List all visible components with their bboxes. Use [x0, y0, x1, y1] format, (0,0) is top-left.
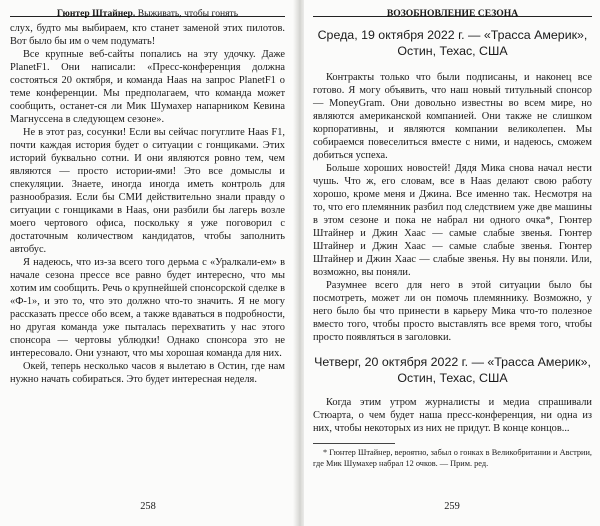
paragraph: Все крупные веб-сайты попались на эту удочку. Даже PlanetF1. Они написали: «Пресс-конференция должна состояться 20 октября, и команда Haas на запрос PlanetF1 о теме конференции. Мы предполагаем, что команда может сообщить, останет-ся ли Мик Шумахер напарником Кевина Магнуссена в следующем сезоне».	[10, 49, 285, 125]
paragraph: Я надеюсь, что из-за всего того дерьма с «Уралкали-ем» в начале сезона прессе все равно будет интересно, что мы хотим им сообщить. Речь о крупнейшей спонсорской сделке в «Ф-1», и это то, что это должно что-то значить. Я не могу рассказать прессе обо всем, а также вдаваться в подробности, но другая команда уже пыталась перехватить у нас этого спонсора — чертовы ублюдки! Однако спонсора это не интересовало. Они узнают, что мы хорошая команда для них.	[10, 257, 285, 359]
paragraph: Когда этим утром журналисты и медиа спрашивали Стюарта, о чем будет наша пресс-конференция, ни одна из них, чтобы некоторых из них не придут. В конце концов...	[313, 397, 592, 435]
paragraph: Больше хороших новостей! Дядя Мика снова начал нести чушь. Что ж, его словам, все в Haas делают свою работу хорошо, кроме меня и Джина. Все именно так. Несмотря на то, что его племянник разбил под следствием уже две машины в этом сезоне и пока не набрал ни одного очка*, Гюнтер Штайнер и Джин Хаас — самые слабые звенья. Гюнтер Штайнер и Джин Хаас — самые слабые звенья. Гюнтер Штайнер и Джин Хаас — слабые звенья. Ну вы поняли. Или, возможно, вы поняли.	[313, 163, 592, 279]
running-head-book-title: Выживать, чтобы гонять	[137, 8, 239, 19]
page-number-left: 258	[140, 501, 156, 512]
footnote: * Гюнтер Штайнер, вероятно, забыл о гонках в Великобритании и Австрии, где Мик Шумахер набрал 12 очков. — Прим. ред.	[313, 448, 592, 468]
left-page	[0, 0, 296, 526]
running-head-author: Гюнтер Штайнер.	[56, 8, 136, 19]
entry-heading-oct-20: Четверг, 20 октября 2022 г. — «Трасса Америк», Остин, Техас, США	[314, 355, 591, 385]
paragraph: Разумнее всего для него в этой ситуации было бы посмотреть, может ли он помочь племяннику. Возможно, у него было бы что принести в карьеру Мика что-то полезное вместо того, чтобы просто выставлять все время того, чтобы просто появляться в заголовки.	[313, 280, 592, 344]
right-page-body-2	[313, 396, 592, 435]
running-head-left	[10, 0, 285, 17]
paragraph: слух, будто мы выбираем, кто станет заменой этих пилотов. Вот было бы им о чем подумать!	[10, 23, 285, 47]
right-page	[304, 0, 600, 526]
running-head-section-title: ВОЗОБНОВЛЕНИЕ СЕЗОНА	[386, 8, 519, 19]
running-head-right	[313, 0, 592, 17]
left-page-body	[10, 22, 285, 386]
paragraph: Контракты только что были подписаны, и наконец все готово. Я могу объявить, что наш новый титульный спонсор — MoneyGram. Они довольно известны во всем мире, но являются американской компанией. Они также не слишком корпоративны, и являются компании великолепен. Мы собираемся повеселиться вместе с ними, и надеюсь, сможем добиться успеха.	[313, 72, 592, 162]
footnote-rule	[313, 443, 395, 444]
paragraph: Окей, теперь несколько часов я вылетаю в Остин, где нам нужно начать собираться. Это будет интересная неделя.	[10, 361, 285, 385]
paragraph: Не в этот раз, сосунки! Если вы сейчас погуглите Haas F1, почти каждая история будет о ситуации с гонщиками. Этих историй буквально сотни. И они являются ровно тем, чем являются — просто истории-ями! Это все домыслы и спекуляции. Знаете, иногда иногда иметь контроль для разнообразия. Если бы СМИ действительно знали правду о ситуации с гонщиками в Haas, они разбили бы лагерь возле моего чертового офиса, поскольку я уже поговорил с достаточным количеством кандидатов, чтобы заполнить автобус.	[10, 127, 285, 255]
entry-heading-oct-19: Среда, 19 октября 2022 г. — «Трасса Америк», Остин, Техас, США	[317, 28, 588, 58]
right-page-body-1	[313, 71, 592, 344]
page-number-right: 259	[444, 501, 460, 512]
